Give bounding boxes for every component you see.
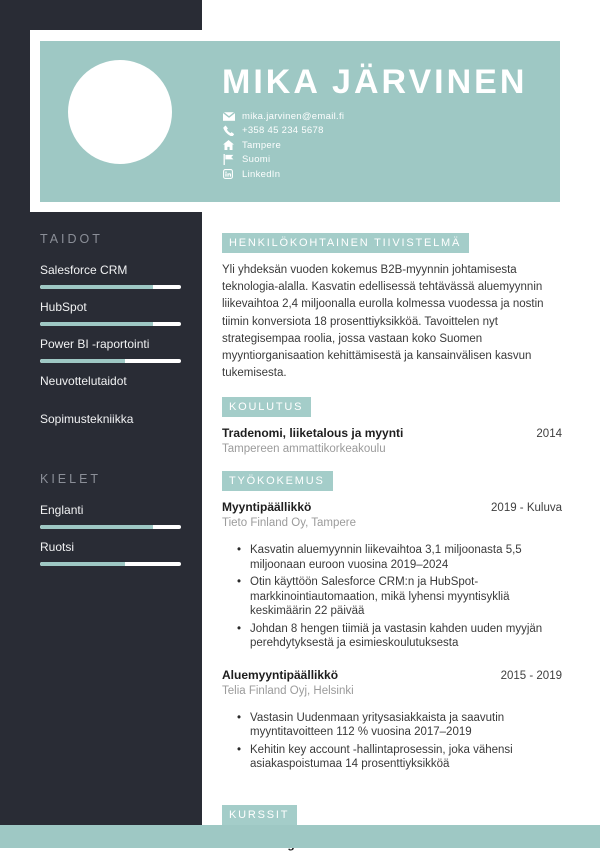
language-label: Ruotsi <box>40 540 75 554</box>
email-icon <box>223 111 235 122</box>
job-company: Telia Finland Oyj, Helsinki <box>222 684 354 697</box>
education-title: Tradenomi, liiketalous ja myynti <box>222 426 404 441</box>
language-english <box>40 503 181 529</box>
header-teal-band <box>40 41 560 202</box>
sidebar-content <box>40 232 181 577</box>
skill-label: Sopimustekniikka <box>40 412 134 426</box>
job-title: Aluemyyntipäällikkö <box>222 667 339 682</box>
home-icon <box>223 140 235 151</box>
skill-label: Power BI -raportointi <box>40 337 150 351</box>
job-bullet-list <box>237 711 562 772</box>
education-item <box>222 426 562 455</box>
avatar <box>68 60 172 164</box>
summary-text: Yli yhdeksän vuoden kokemus B2B-myynnin johtamisesta teknologia-alalla. Kasvatin edellisessä tehtävässä aluemyynnin liikevaihtoa 2,4 miljoonalla eurolla kolmessa vuodessa ja nostin tiimin konversiota 18 prosenttiyksikköä. Tavoittelen nyt strategisempaa roolia, jossa vastaan koko Suomen myyntiorganisaation kehittämisestä ja kansainvälisen kasvun tukemisesta. <box>222 264 544 380</box>
education-school: Tampereen ammattikorkeakoulu <box>222 443 386 456</box>
skill-contracts <box>40 412 181 426</box>
contact-country <box>223 155 344 165</box>
spacer <box>222 789 562 805</box>
skill-powerbi <box>40 337 181 363</box>
job-bullet: • Vastasin Uudenmaan yritysasiakkaista ja saavutin myyntitavoitteen 112 % vuosina 2017–2019 <box>237 711 562 740</box>
skill-label: Neuvottelutaidot <box>40 374 127 388</box>
skills-heading: TAIDOT <box>40 232 103 246</box>
job-date: 2015 - 2019 <box>500 669 562 682</box>
spacer <box>222 455 562 471</box>
contact-city-label: Tampere <box>242 139 282 151</box>
experience-item <box>222 668 562 772</box>
contact-phone <box>223 126 344 136</box>
job-bullet: • Kehitin key account -hallintaprosessin, joka vähensi asiakaspoistumaa 14 prosenttiyksikköä <box>237 743 562 772</box>
language-bar <box>40 562 181 566</box>
section-heading-education: KOULUTUS <box>222 397 311 417</box>
experience-item <box>222 500 562 651</box>
section-heading-experience: TYÖKOKEMUS <box>222 471 333 491</box>
skill-bar <box>40 359 181 363</box>
language-swedish <box>40 540 181 566</box>
job-title: Myyntipäällikkö <box>222 500 312 515</box>
job-bullet-list <box>237 543 562 651</box>
contact-country-label: Suomi <box>242 154 271 165</box>
contact-email[interactable] <box>223 111 344 121</box>
skill-bar <box>40 285 181 289</box>
section-heading-summary: HENKILÖKOHTAINEN TIIVISTELMÄ <box>222 233 469 253</box>
language-bar <box>40 525 181 529</box>
footer-accent-bar <box>0 825 600 848</box>
skill-hubspot <box>40 300 181 326</box>
job-date: 2019 - Kuluva <box>491 502 562 515</box>
contact-city <box>223 140 344 150</box>
phone-icon <box>223 125 235 136</box>
header-card <box>30 30 570 212</box>
contact-list <box>223 111 344 179</box>
job-bullet: • Otin käyttöön Salesforce CRM:n ja HubSpot-markkinointiautomaation, mikä lyhensi myyntisykliä keskimäärin 22 päivää <box>237 575 562 619</box>
skill-label: HubSpot <box>40 300 87 314</box>
language-bar-fill <box>40 562 125 566</box>
contact-linkedin[interactable] <box>223 169 344 179</box>
language-bar-fill <box>40 525 153 529</box>
spacer <box>40 450 181 472</box>
skill-salesforce <box>40 263 181 289</box>
skill-bar <box>40 322 181 326</box>
contact-linkedin-label: LinkedIn <box>242 168 281 180</box>
flag-icon <box>223 154 235 165</box>
job-bullet: • Johdan 8 hengen tiimiä ja vastasin kahden uuden myyjän perehdytyksestä ja esimieskoulutuksesta <box>237 622 562 651</box>
language-label: Englanti <box>40 503 84 517</box>
skill-label: Salesforce CRM <box>40 263 128 277</box>
contact-phone-label: +358 45 234 5678 <box>242 125 324 136</box>
contact-email-label: mika.jarvinen@email.fi <box>242 110 345 122</box>
linkedin-icon <box>223 169 235 180</box>
skill-bar-fill <box>40 285 153 289</box>
skill-bar-fill <box>40 322 153 326</box>
skill-negotiation <box>40 374 181 388</box>
languages-heading: KIELET <box>40 472 102 486</box>
person-name: MIKA JÄRVINEN <box>222 63 528 101</box>
main-column <box>222 233 562 851</box>
education-date: 2014 <box>536 428 562 441</box>
job-bullet: • Kasvatin aluemyynnin liikevaihtoa 3,1 miljoonasta 5,5 miljoonaan euroon vuosina 2019–2024 <box>237 543 562 572</box>
skill-bar-fill <box>40 359 125 363</box>
job-company: Tieto Finland Oy, Tampere <box>222 517 357 530</box>
section-heading-courses: KURSSIT <box>222 805 297 825</box>
